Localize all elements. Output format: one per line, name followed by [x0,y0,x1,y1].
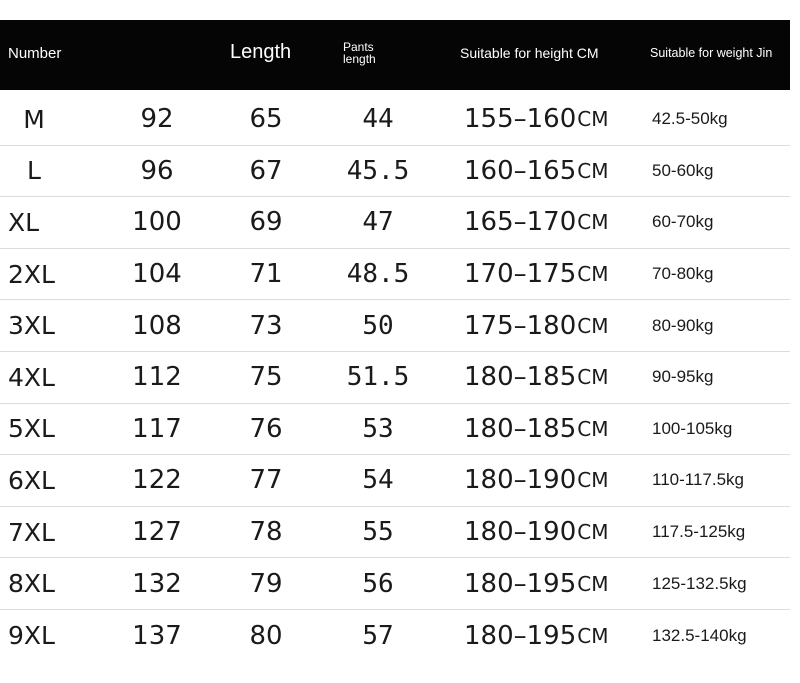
header-length: Length [230,41,292,63]
height-range: 180–195 [464,568,577,599]
length-cell: 71 [249,259,283,290]
header-number: Number [8,45,62,62]
weight-cell: 110-117.5kg [652,470,744,490]
length-cell: 80 [249,620,283,651]
size-cell: 4XL [8,362,55,392]
size-cell: 6XL [8,465,55,495]
height-range: 180–185 [464,362,577,393]
weight-cell: 125-132.5kg [652,573,747,593]
height-range: 180–185 [464,413,577,444]
pants-length-cell: 53 [362,413,394,444]
table-row [0,558,790,610]
table-row [0,146,790,198]
weight-cell: 117.5-125kg [652,522,746,542]
pants-length-cell: 48.5 [346,259,410,290]
pants-length-cell: 56 [362,568,394,599]
height-cell [464,404,634,455]
height-unit: CM [577,262,609,287]
length-cell: 73 [249,310,283,341]
height-range: 180–195 [464,620,577,651]
size-cell: 5XL [8,414,55,444]
height-range: 170–175 [464,259,577,290]
table-row [0,197,790,249]
table-header [0,20,790,90]
table-row [0,404,790,456]
chest-cell: 112 [132,362,182,393]
pants-length-cell: 54 [362,465,394,496]
height-unit: CM [577,623,609,648]
chest-cell: 92 [140,104,174,135]
height-cell [464,455,634,506]
weight-cell: 132.5-140kg [652,625,747,645]
weight-cell: 80-90kg [652,315,714,335]
header-pants-length [343,41,403,65]
height-cell [464,352,634,403]
height-range: 155–160 [464,104,577,135]
length-cell: 78 [249,517,283,548]
chest-cell: 104 [132,259,182,290]
length-cell: 77 [249,465,283,496]
height-range: 180–190 [464,517,577,548]
table-row [0,455,790,507]
chest-cell: 137 [132,620,182,651]
table-row [0,610,790,662]
height-range: 165–170 [464,207,577,238]
size-table-body [0,94,790,662]
weight-cell: 42.5-50kg [652,109,728,129]
size-cell: M [23,104,45,134]
chest-cell: 117 [132,413,182,444]
weight-cell: 100-105kg [652,418,733,438]
height-unit: CM [577,210,609,235]
pants-length-cell: 55 [362,517,394,548]
size-cell: XL [8,207,40,237]
size-cell: 2XL [8,259,55,289]
height-unit: CM [577,158,609,183]
chest-cell: 108 [132,310,182,341]
weight-cell: 50-60kg [652,160,714,180]
header-height: Suitable for height CM [460,45,599,61]
height-unit: CM [577,416,609,441]
height-range: 160–165 [464,155,577,186]
chest-cell: 122 [132,465,182,496]
length-cell: 76 [249,413,283,444]
pants-length-cell: 44 [362,104,394,135]
weight-cell: 90-95kg [652,367,714,387]
height-unit: CM [577,571,609,596]
height-range: 175–180 [464,310,577,341]
table-row [0,94,790,146]
header-pants-line2: length [343,52,376,66]
height-cell [464,94,634,145]
height-unit: CM [577,365,609,390]
height-unit: CM [577,313,609,338]
height-unit: CM [577,107,609,132]
height-cell [464,197,634,248]
size-cell: 8XL [8,569,55,599]
chest-cell: 127 [132,517,182,548]
length-cell: 79 [249,568,283,599]
table-row [0,352,790,404]
size-cell: 9XL [8,621,55,651]
weight-cell: 70-80kg [652,264,714,284]
pants-length-cell: 50 [362,310,394,341]
size-cell: 3XL [8,311,55,341]
height-cell [464,249,634,300]
height-cell [464,558,634,609]
header-weight: Suitable for weight Jin [650,46,773,60]
table-row [0,507,790,559]
header-pants-line1: Pants [343,40,374,54]
size-cell: 7XL [8,517,55,547]
height-cell [464,300,634,351]
weight-cell: 60-70kg [652,212,714,232]
chest-cell: 132 [132,568,182,599]
pants-length-cell: 57 [362,620,394,651]
chest-cell: 96 [140,155,174,186]
height-cell [464,507,634,558]
length-cell: 65 [249,104,283,135]
height-cell [464,610,634,662]
pants-length-cell: 45.5 [346,155,410,186]
height-unit: CM [577,468,609,493]
pants-length-cell: 51.5 [346,362,410,393]
length-cell: 67 [249,155,283,186]
length-cell: 75 [249,362,283,393]
table-row [0,249,790,301]
pants-length-cell: 47 [362,207,394,238]
chest-cell: 100 [132,207,182,238]
table-row [0,300,790,352]
height-range: 180–190 [464,465,577,496]
length-cell: 69 [249,207,283,238]
size-cell: L [27,156,41,186]
height-cell [464,146,634,197]
height-unit: CM [577,520,609,545]
